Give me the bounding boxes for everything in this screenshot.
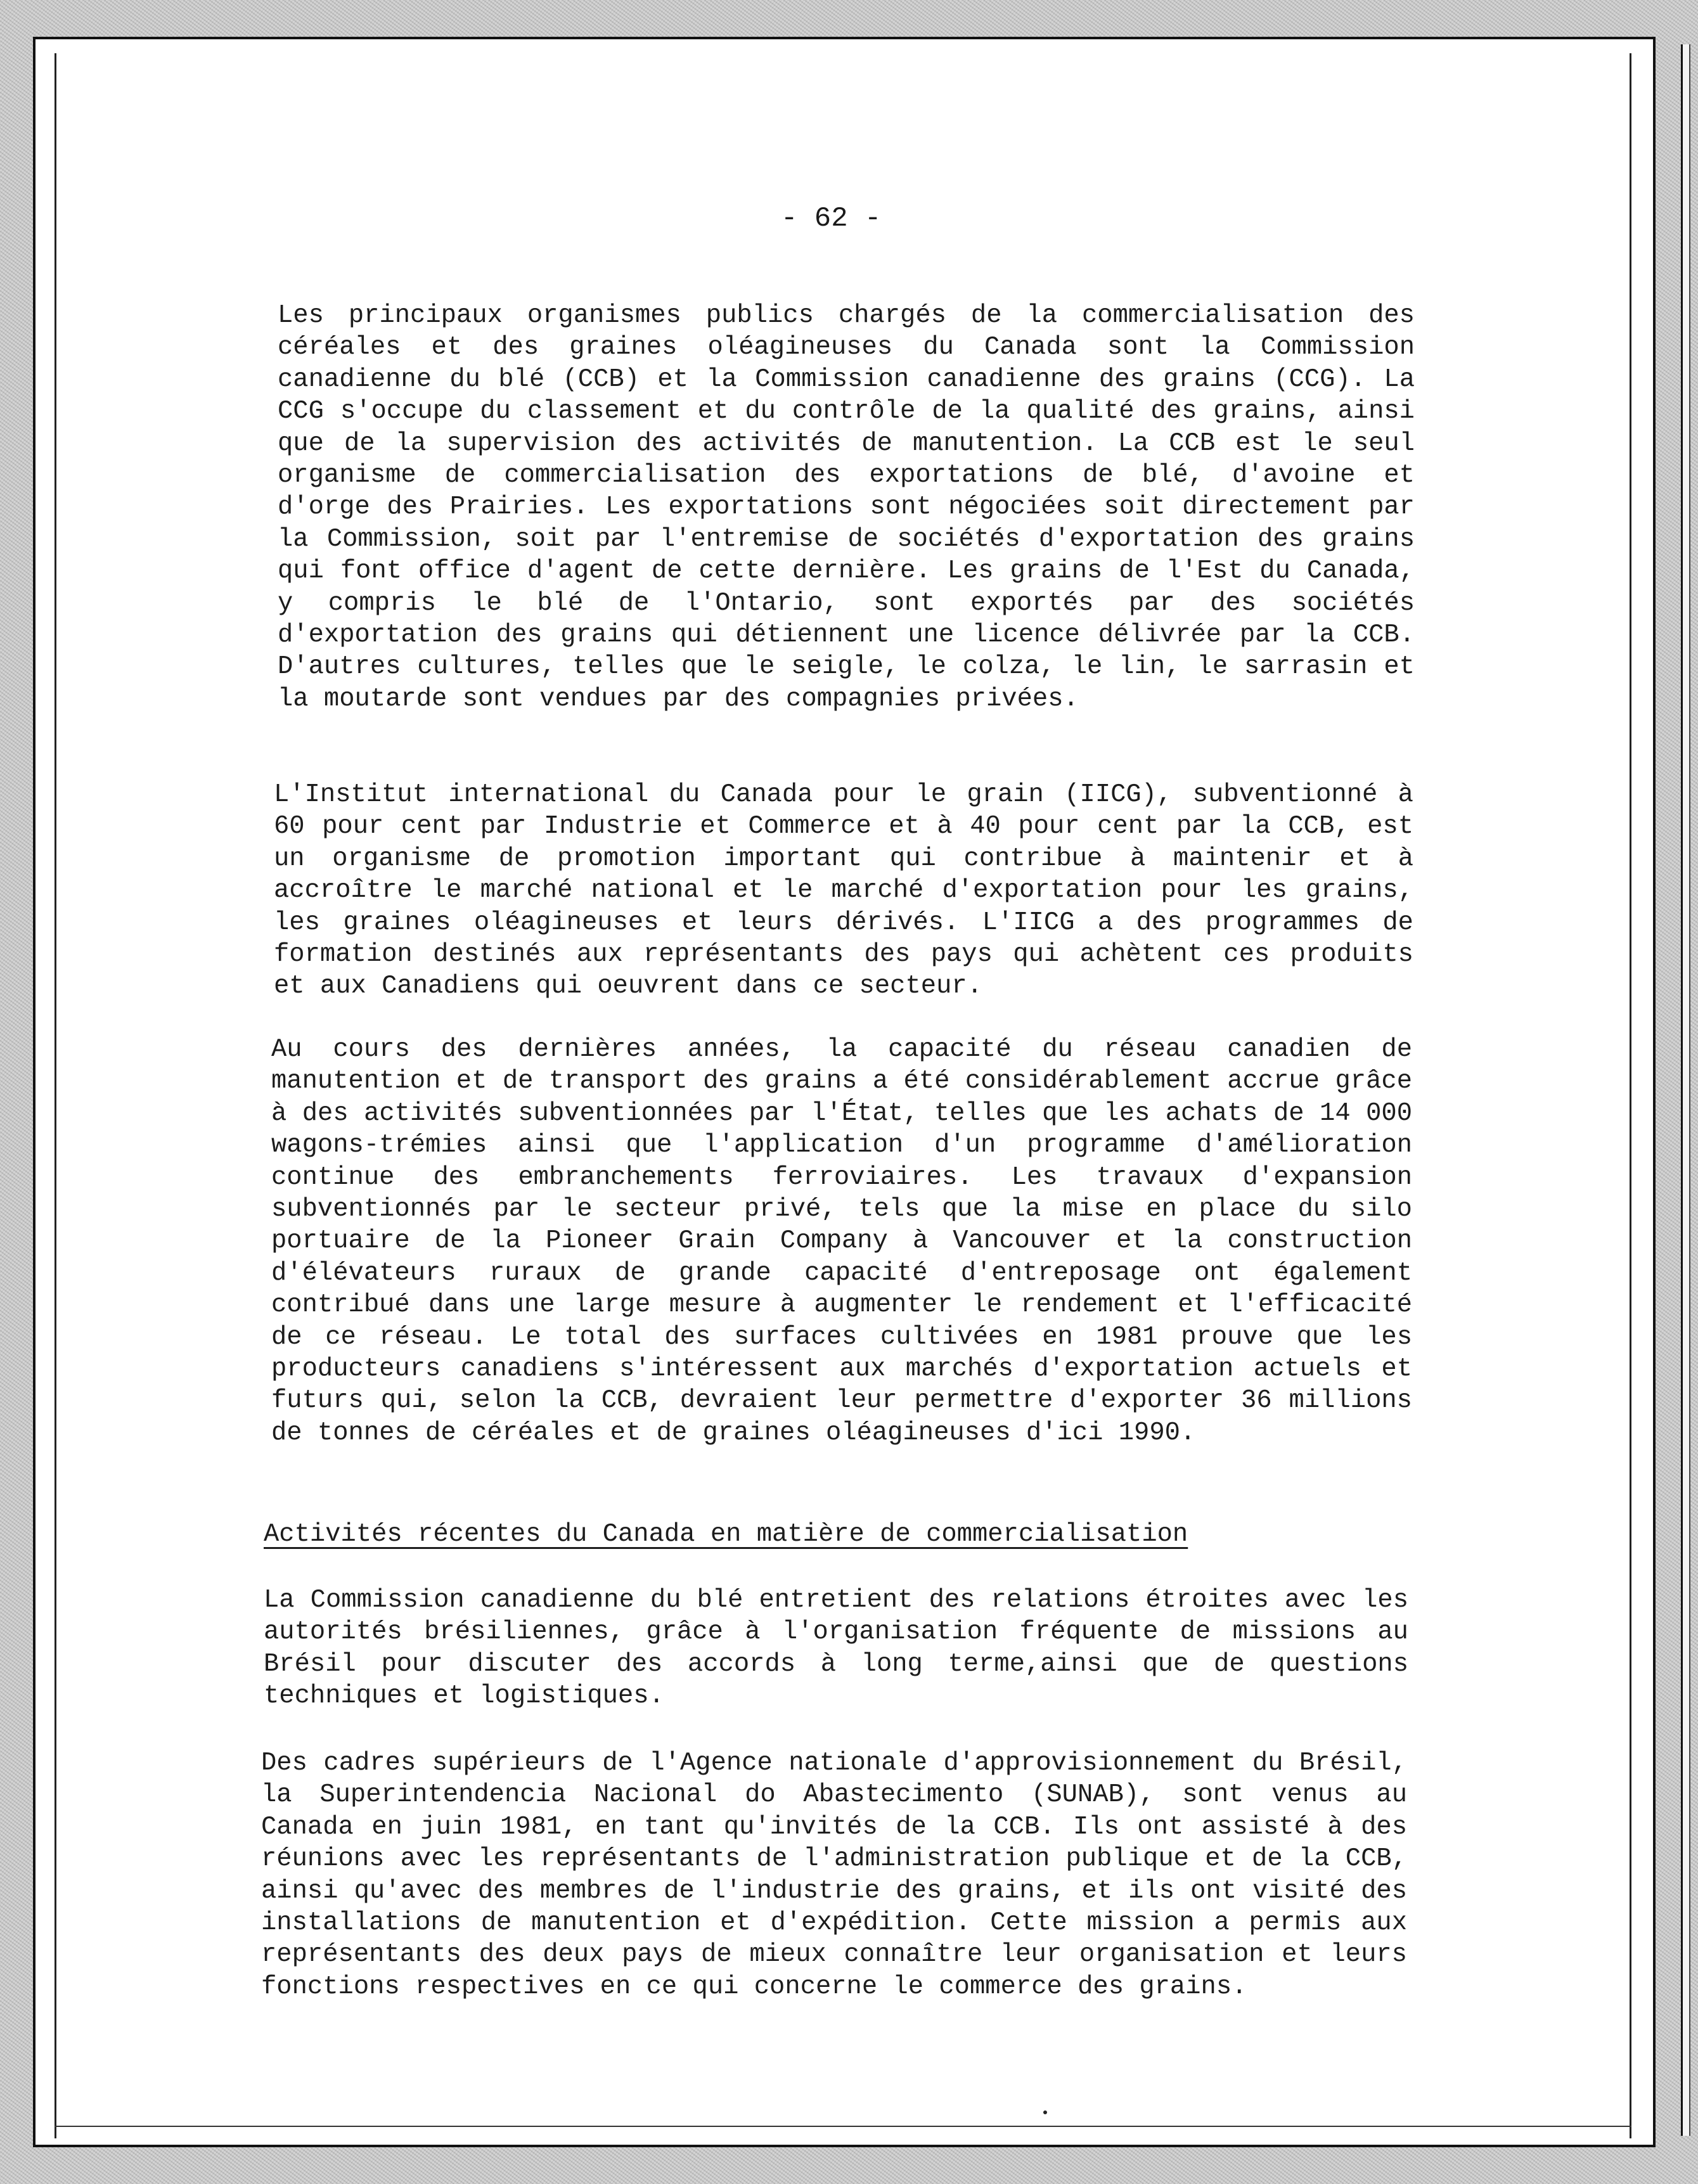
binder-edge [1681,44,1690,2136]
paragraph-iicg: L'Institut international du Canada pour le grain (IICG), subventionné à 60 pour cent par Industrie et Commerce et à 40 pour cent par la CCB, est un organisme de promotion important qui contribue à maintenir et à accroître le marché national et le marché d'exportation pour les grains, les graines oléagineuses et leurs dérivés. L'IICG a des programmes de formation destinés aux représentants des pays qui achètent ces produits et aux Canadiens qui oeuvrent dans ce secteur. [274,780,1413,1001]
paragraph-ccb-brazil: La Commission canadienne du blé entretient des relations étroites avec les autorités brésiliennes, grâce à l'organisation fréquente de missions au Brésil pour discuter des accords à long terme,ainsi que de questions techniques et logistiques. [264,1586,1408,1711]
page-bottom-rule [55,2126,1631,2127]
page-number: - 62 - [781,203,882,234]
paragraph-handling-capacity: Au cours des dernières années, la capacité du réseau canadien de manutention et de transport des grains a été considérablement accrue grâce à des activités subventionnées par l'État, telles que les achats de 14 000 wagons-trémies ainsi que l'application d'un programme d'amélioration continue des embranchements ferroviaires. Les travaux d'expansion subventionnés par le secteur privé, tels que la mise en place du silo portuaire de la Pioneer Grain Company à Vancouver et la construction d'élévateurs ruraux de grande capacité d'entreposage ont également contribué dans une large mesure à augmenter le rendement et l'efficacité de ce réseau. Le total des surfaces cultivées en 1981 prouve que les producteurs canadiens s'intéressent aux marchés d'exportation actuels et futurs qui, selon la CCB, devraient leur permettre d'exporter 36 millions de tonnes de céréales et de graines oléagineuses d'ici 1990. [271,1035,1412,1448]
scan-speck [1043,2110,1047,2114]
page-right-rule [1630,53,1631,2138]
paragraph-marketing-bodies: Les principaux organismes publics chargés de la commercialisation des céréales et des graines oléagineuses du Canada sont la Commission canadienne du blé (CCB) et la Commission canadienne des grains (CCG). La CCG s'occupe du classement et du contrôle de la qualité des grains, ainsi que de la supervision des activités de manutention. La CCB est le seul organisme de commercialisation des exportations de blé, d'avoine et d'orge des Prairies. Les exportations sont négociées soit directement par la Commission, soit par l'entremise de sociétés d'exportation des grains qui font office d'agent de cette dernière. Les grains de l'Est du Canada, y compris le blé de l'Ontario, sont exportés par des sociétés d'exportation des grains qui détiennent une licence délivrée par la CCB. D'autres cultures, telles que le seigle, le colza, le lin, le sarrasin et la moutarde sont vendues par des compagnies privées. [278,301,1415,714]
paragraph-sunab-visit: Des cadres supérieurs de l'Agence nationale d'approvisionnement du Brésil, la Superintendencia Nacional do Abastecimento (SUNAB), sont venus au Canada en juin 1981, en tant qu'invités de la CCB. Ils ont assisté à des réunions avec les représentants de l'administration publique et de la CCB, ainsi qu'avec des membres de l'industrie des grains, et ils ont visité des installations de manutention et d'expédition. Cette mission a permis aux représentants des deux pays de mieux connaître leur organisation et leurs fonctions respectives en ce qui concerne le commerce des grains. [261,1749,1407,2001]
page-left-rule [55,53,56,2138]
section-heading: Activités récentes du Canada en matière de commercialisation [264,1520,1188,1549]
